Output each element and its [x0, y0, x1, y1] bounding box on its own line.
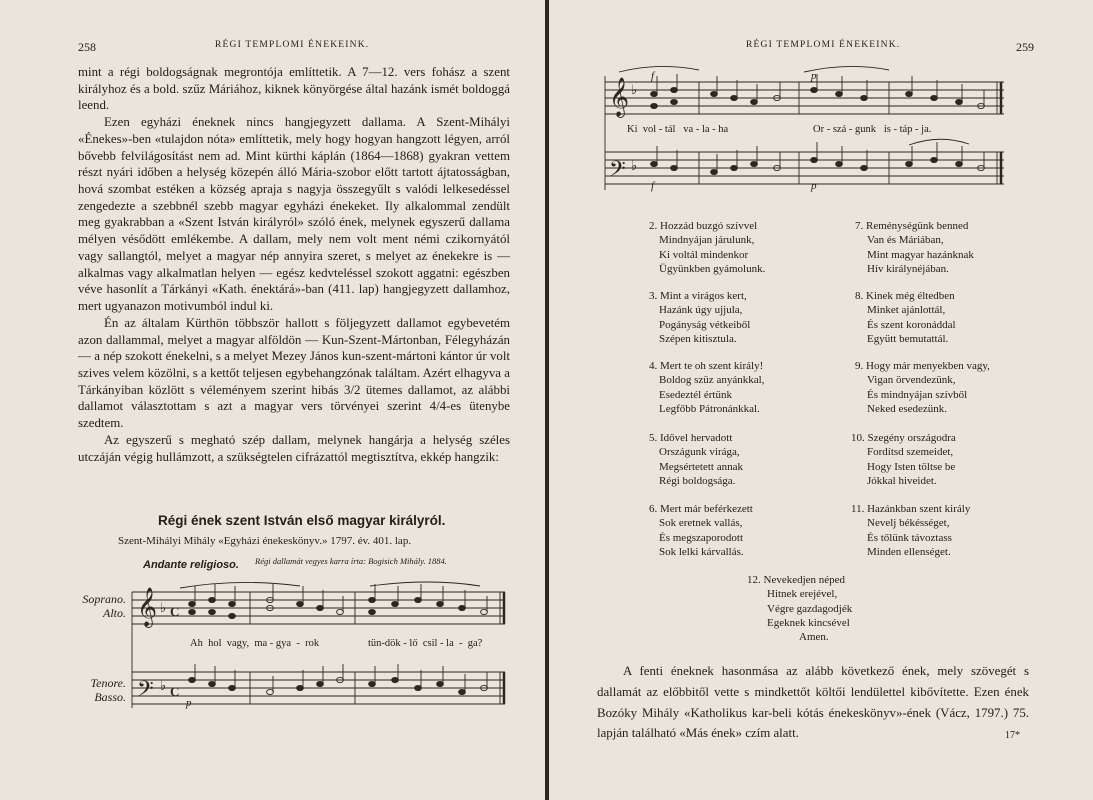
- score-lyrics-right-2: Or - szá - gunk is - táp - ja.: [813, 124, 932, 135]
- svg-text:♭: ♭: [160, 600, 167, 615]
- signature-mark: 17*: [1005, 730, 1020, 741]
- dynamic-marking: p: [186, 697, 192, 709]
- svg-text:𝄞: 𝄞: [137, 587, 158, 627]
- paragraph-3: Én az általam Kürthön többször hallott s följegyzett dallamot egybevetém azon dallammal, melyet a magyar alföldön — Kun-Szent-Mártonban, Félegyházán — a nép szokott énekelni, s a melyet Mezey János kun-szent-mártoni kántor úr volt szives velem közölni, s a kettőt teljesen egybehangzónak találtam. Azért elhagyva a Tárkányiban közlött s véleményem szerint hibás 3/2 ütemes dallamot, az alábbi dallamot választottam s azt a magyar vers törvényei szerint 4/4-es ütenybe szedtem.: [78, 315, 510, 431]
- svg-text:♭: ♭: [631, 158, 638, 173]
- arranger-credit: Régi dallamát vegyes karra írta: Bogisich Mihály. 1884.: [255, 556, 447, 566]
- stanza-5: 5. Idővel hervadott Országunk virága, Megsértetett annak Régi boldogsága.: [649, 432, 743, 487]
- stanza-10: 10. Szegény országodra Fordítsd szemeidet, Hogy Isten töltse be Jókkal hiveidet.: [851, 432, 956, 487]
- running-head-left: RÉGI TEMPLOMI ÉNEKEINK.: [215, 40, 370, 50]
- svg-text:𝄢: 𝄢: [137, 677, 154, 707]
- svg-text:C: C: [170, 684, 180, 699]
- score-lyrics-2: tün-dök - lő csil - la - ga?: [368, 638, 483, 649]
- running-head-right: RÉGI TEMPLOMI ÉNEKEINK.: [746, 40, 901, 50]
- stanza-7: 7. Reménységünk benned Van és Máriában, Mint magyar hazánknak Hív királynéjában.: [855, 220, 974, 275]
- voice-label-tenor-bass: Tenore. Basso.: [90, 676, 126, 704]
- stanza-2: 2. Hozzád buzgó szívvel Mindnyájan járulunk, Ki voltál mindenkor Ügyünkben gyámolunk.: [649, 220, 766, 275]
- song-title: Régi ének szent István első magyar királyról.: [158, 513, 446, 528]
- closing-paragraph: A fenti éneknek hasonmása az alább következő ének, mely szövegét s dallamát az előbbitől vette s mindkettőt költői lendülettel kibővítette. Ezen ének Bozóky Mihály «Katholikus kar-beli kótás énekeskönyv»-ének (Vácz, 1797.) 75. lapján található «Más ének» czím alatt.: [597, 664, 1029, 741]
- svg-text:C: C: [170, 604, 180, 619]
- stanza-11: 11. Hazánkban szent király Nevelj békésséget, És tőlünk távoztass Minden ellenséget.: [851, 503, 971, 558]
- paragraph-2: Ezen egyházi éneknek nincs hangjegyzett dallama. A Szent-Mihályi «Énekes»-ben «tulajdon nóta» említtetik, mely hogy hogyan hangzott légyen, arról bővebb felvilágosítást nem ad. Mint kürthi káplán (1864—1868) gyakran vettem részt nyári időben a helység közepén álló Mária-szobor előtt tartott ájtatosságban, hová szombat estéken a község apraja s nagyja összegyűlt s valódi lelkesedéssel zengedezte a szebbnél szebb magyar egyházi énekeket. Ily alkalommal zendült meg gyakrabban a «Szent István királyról» szóló ének, melynek egyszerű dallama mélyen vésődött emlékembe. A dallam, mely nem volt ment némi czikornyától vagy sallangtól, melyet a magyar nép annyira szeret, s melyet az énekekre is — alkalmas vagy alkalmatlan helyen — egész kedvteléssel szokott aggatni: egészben véve hasonlít a Tárkányi «Kath. énektárá»-ban (411. lap) hangjegyzett dallamhoz, mert ugyanazon motivumból indul ki.: [78, 115, 510, 314]
- paragraph-1: mint a régi boldogságnak megrontója említtetik. A 7—12. vers fohász a szent királyhoz és a bold. szűz Máriához, kiknek könyörgése által hazánk ismét boldoggá leend.: [78, 65, 510, 113]
- score-lyrics-1: Ah hol vagy, ma - gya - rok: [190, 638, 320, 649]
- page-number-left: 258: [78, 40, 96, 54]
- voice-label-soprano-alto: Soprano. Alto.: [82, 592, 126, 620]
- dynamic-p-lower: p: [811, 180, 817, 192]
- stanza-6: 6. Mert már beférkezett Sok eretnek vallás, És megszaporodott Sok lelki kárvallás.: [649, 503, 753, 558]
- stanza-8: 8. Kinek még éltedben Minket ajánlottál, És szent koronáddal Együtt bemutattál.: [855, 290, 956, 345]
- stanza-4: 4. Mert te oh szent király! Boldog szüz anyánkkal, Esedeztél értünk Legfőbb Pátronánkkal.: [649, 360, 765, 415]
- song-source: Szent-Mihályi Mihály «Egyházi énekeskönyv.» 1797. év. 401. lap.: [118, 535, 412, 547]
- dynamic-f-lower: f: [651, 180, 655, 192]
- tempo-marking: Andante religioso.: [143, 559, 239, 571]
- music-score-right: [549, 0, 1093, 200]
- dynamic-f-upper: f: [651, 70, 655, 82]
- music-score-left: [0, 0, 545, 800]
- svg-text:♭: ♭: [160, 678, 167, 693]
- stanza-12: 12. Nevekedjen néped Hitnek erejével, Végre gazdagodjék Egeknek kincsével Amen.: [747, 574, 853, 644]
- dynamic-p-upper: p: [811, 70, 817, 82]
- stanza-9: 9. Hogy már menyekben vagy, Vigan örvendezünk, És mindnyájan szívből Neked esedezünk.: [855, 360, 990, 415]
- score-lyrics-right-1: Ki vol - tál va - la - ha: [627, 124, 729, 135]
- stanza-3: 3. Mint a virágos kert, Hazánk úgy ujjula, Pogányság vétkeiből Szépen kitisztula.: [649, 290, 751, 345]
- paragraph-4: Az egyszerű s megható szép dallam, melynek hangárja a helység széles utczáján végig hullámzott, a szükségtelen cifrázattól megtisztítva, ekkép hangzik:: [78, 432, 510, 464]
- page-number-right: 259: [1016, 40, 1034, 54]
- svg-text:♭: ♭: [631, 82, 638, 97]
- svg-text:𝄢: 𝄢: [609, 157, 626, 187]
- svg-text:𝄞: 𝄞: [609, 77, 630, 117]
- left-page: [0, 0, 545, 800]
